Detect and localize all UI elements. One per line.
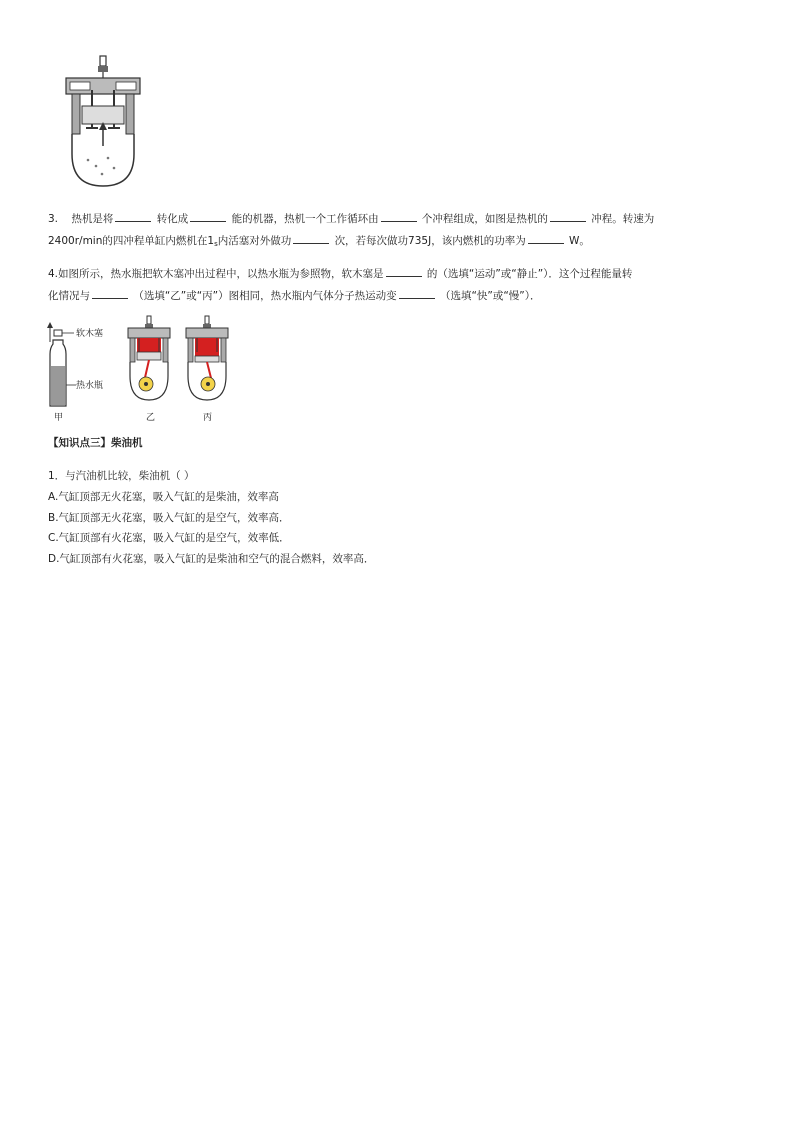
q3-text-3: 能的机器，热机一个工作循环由 (231, 213, 379, 225)
q4-text-2: 的（选填“运动”或“静止”）．这个过程能量转 (426, 268, 633, 280)
q3-line-1 (48, 211, 654, 226)
q3-text-4: 个冲程组成，如图是热机的 (421, 213, 548, 225)
q1-option-a[interactable]: A.气缸顶部无火花塞，吸入气缸的是柴油，效率高 (48, 491, 279, 503)
q3-text-5: 冲程。转速为 (591, 213, 655, 225)
label-jia: 甲 (54, 413, 64, 423)
engine-diagram-top (58, 54, 148, 190)
q4-blank-2[interactable] (92, 288, 128, 299)
engine-bing (186, 316, 228, 400)
q1-option-d[interactable]: D.气缸顶部有火花塞，吸入气缸的是柴油和空气的混合燃料，效率高． (48, 553, 375, 565)
q4-line2-text-2: （选填“乙”或“丙”）图相同，热水瓶内气体分子热运动变 (133, 290, 397, 302)
q4-line2-text-1: 化情况与 (48, 290, 90, 302)
section-title: 【知识点三】柴油机 (48, 437, 143, 449)
thermos-bottle (47, 322, 76, 406)
q3-line2-text-2: 内活塞对外做功 (217, 235, 292, 247)
q3-text-1: 热机是将 (71, 213, 114, 225)
q3-number: 3. (48, 213, 59, 225)
q3-line2-text-4: W。 (569, 235, 590, 247)
q3-line2-text-3: 次，若每次做功735J，该内燃机的功率为 (334, 235, 526, 247)
q3-blank-3[interactable] (381, 211, 417, 222)
q4-blank-3[interactable] (399, 288, 435, 299)
label-yi: 乙 (146, 413, 156, 423)
label-cork: 软木塞 (76, 329, 104, 339)
q4-line-1 (48, 266, 632, 281)
q4-line2-text-3: （选填“快”或“慢”）． (439, 290, 541, 302)
q1-option-b[interactable]: B.气缸顶部无火花塞，吸入气缸的是空气，效率高． (48, 512, 290, 524)
q1-stem: 1．与汽油机比较，柴油机（ ） (48, 470, 195, 482)
q3-blank-4[interactable] (550, 211, 586, 222)
q3-blank-2[interactable] (190, 211, 226, 222)
q4-figure (46, 314, 246, 426)
q4-line-2 (48, 288, 540, 303)
q1-option-c[interactable]: C.气缸顶部有火花塞，吸入气缸的是空气，效率低． (48, 532, 290, 544)
q3-line2-text-1: 2400r/min的四冲程单缸内燃机在1 (48, 235, 215, 247)
label-bing: 丙 (203, 413, 213, 423)
q3-blank-5[interactable] (293, 233, 329, 244)
q3-line-2 (48, 233, 590, 251)
label-thermos: 热水瓶 (76, 381, 104, 391)
q4-blank-1[interactable] (386, 266, 422, 277)
q3-subscript-s: s (214, 240, 218, 248)
q3-blank-1[interactable] (115, 211, 151, 222)
engine-yi (128, 316, 170, 400)
q3-text-2: 转化成 (156, 213, 189, 225)
q4-text-1: 4.如图所示，热水瓶把软木塞冲出过程中，以热水瓶为参照物，软木塞是 (48, 268, 384, 280)
q3-blank-6[interactable] (528, 233, 564, 244)
